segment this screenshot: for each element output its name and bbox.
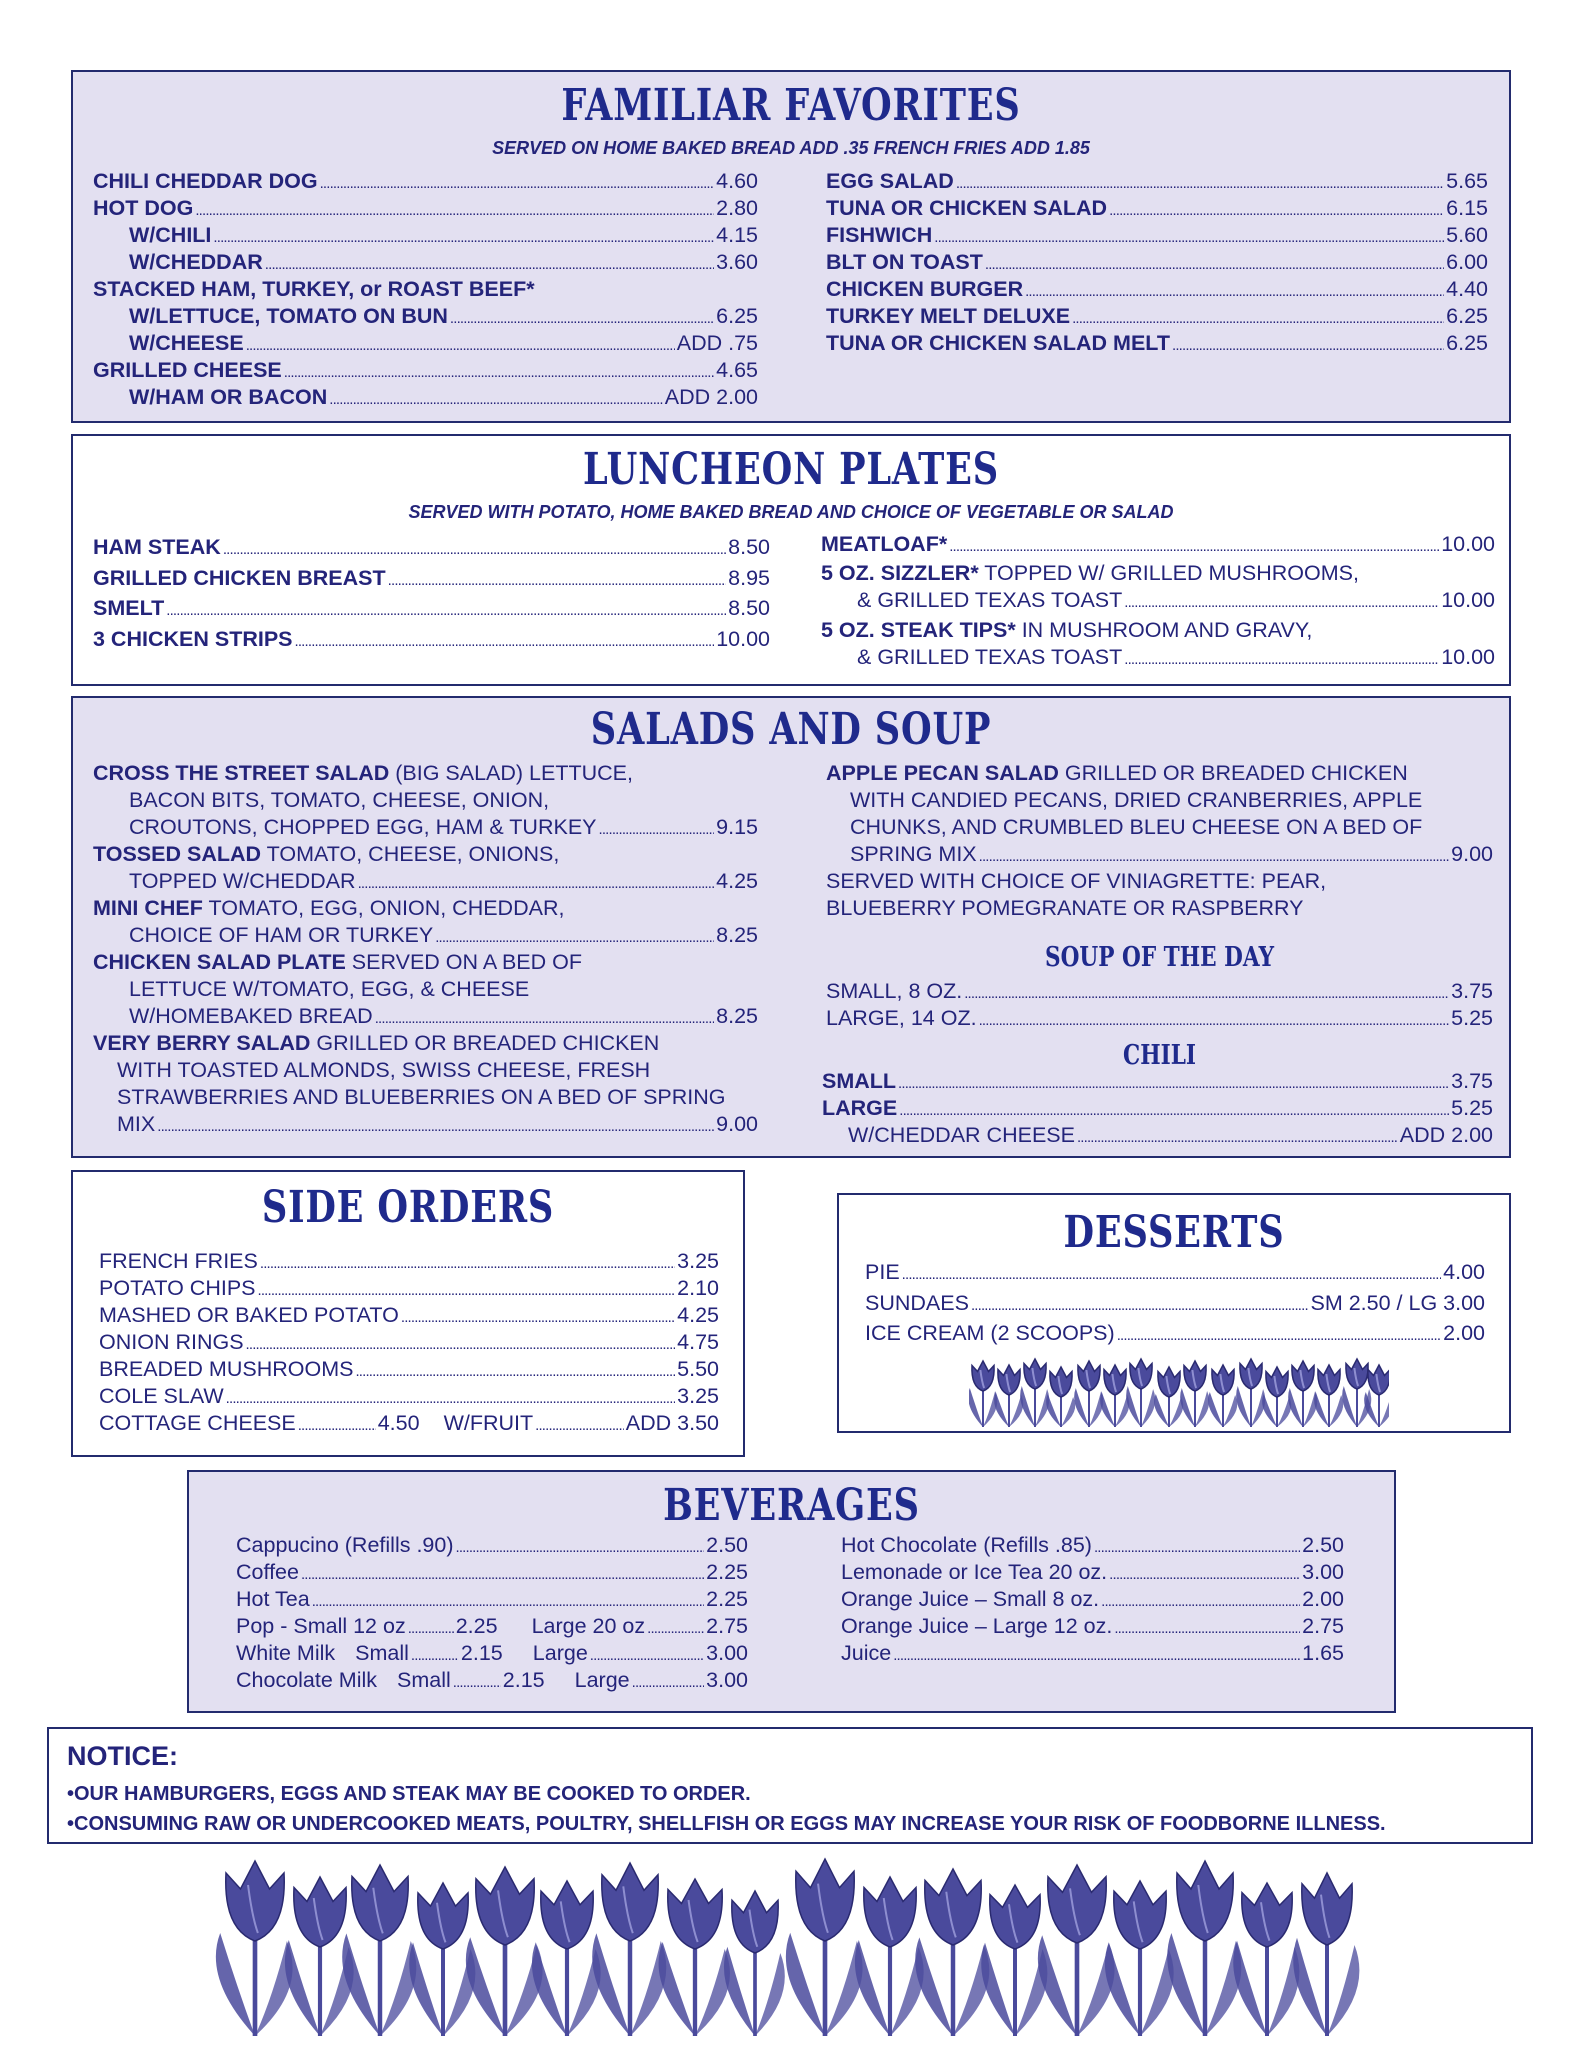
salad-heading: CROSS THE STREET SALAD (BIG SALAD) LETTUCE,	[93, 761, 633, 785]
menu-item: MEATLOAF* . . . 10.00	[821, 529, 1495, 560]
salads-soup-section	[71, 696, 1511, 1158]
menu-item: SPRING MIX . . . 9.00	[826, 841, 1493, 868]
menu-item: TUNA OR CHICKEN SALAD MELT . . . 6.25	[826, 330, 1488, 357]
menu-item: Orange Juice – Small 8 oz. . . . 2.00	[841, 1586, 1344, 1613]
menu-item: SMELT . . . 8.50	[93, 593, 770, 624]
desserts-list	[865, 1257, 1485, 1349]
luncheon-plates-title: LUNCHEON PLATES	[583, 444, 999, 495]
menu-item: EGG SALAD . . . 5.65	[826, 168, 1488, 195]
small-tulips-icon	[969, 1357, 1389, 1429]
menu-item-heading: 5 OZ. STEAK TIPS* IN MUSHROOM AND GRAVY,	[821, 617, 1313, 642]
menu-item: Coffee . . . 2.25	[236, 1559, 748, 1586]
familiar-right-column	[826, 168, 1488, 357]
menu-item: W/CHEESE . . . ADD .75	[93, 330, 758, 357]
menu-item: BLT ON TOAST . . . 6.00	[826, 249, 1488, 276]
beverages-left-column	[236, 1532, 748, 1694]
menu-item: SMALL . . . 3.75	[822, 1068, 1493, 1095]
luncheon-plates-subtitle: SERVED WITH POTATO, HOME BAKED BREAD AND CHOICE OF VEGETABLE OR SALAD	[408, 502, 1174, 522]
side-orders-list	[99, 1248, 719, 1437]
menu-item: W/HOMEBAKED BREAD . . . 8.25	[93, 1003, 758, 1030]
salads-soup-title: SALADS AND SOUP	[590, 704, 992, 755]
salad-heading: TOSSED SALAD TOMATO, CHEESE, ONIONS,	[93, 842, 560, 866]
menu-item: Juice . . . 1.65	[841, 1640, 1344, 1667]
desserts-title: DESSERTS	[1063, 1207, 1285, 1258]
menu-item: GRILLED CHEESE . . . 4.65	[93, 357, 758, 384]
soup-list	[826, 978, 1493, 1032]
menu-item: W/LETTUCE, TOMATO ON BUN . . . 6.25	[93, 303, 758, 330]
menu-item: W/CHEDDAR CHEESE . . . ADD 2.00	[822, 1122, 1493, 1149]
menu-item: TURKEY MELT DELUXE . . . 6.25	[826, 303, 1488, 330]
salad-description: CHUNKS, AND CRUMBLED BLEU CHEESE ON A BED OF	[850, 815, 1423, 839]
menu-item: PIE . . . 4.00	[865, 1257, 1485, 1288]
menu-item: Chocolate Milk Small . . . 2.15 Large . . . 3.00	[236, 1667, 748, 1694]
menu-item-heading: STACKED HAM, TURKEY, or ROAST BEEF*	[93, 277, 535, 301]
beverages-title: BEVERAGES	[663, 1480, 920, 1531]
beverages-right-column	[841, 1532, 1344, 1667]
luncheon-left-column	[93, 532, 770, 654]
salad-heading: MINI CHEF TOMATO, EGG, ONION, CHEDDAR,	[93, 896, 565, 920]
menu-item: 3 CHICKEN STRIPS . . . 10.00	[93, 624, 770, 655]
salad-description: STRAWBERRIES AND BLUEBERRIES ON A BED OF SPRING	[117, 1085, 726, 1109]
desserts-section	[837, 1193, 1511, 1433]
vinaigrette-note: SERVED WITH CHOICE OF VINIAGRETTE: PEAR,	[826, 869, 1327, 893]
notice-line-1: •OUR HAMBURGERS, EGGS AND STEAK MAY BE COOKED TO ORDER.	[67, 1783, 751, 1805]
salad-description: WITH CANDIED PECANS, DRIED CRANBERRIES, APPLE	[850, 788, 1423, 812]
menu-item: CHICKEN BURGER . . . 4.40	[826, 276, 1488, 303]
menu-item: Hot Tea . . . 2.25	[236, 1586, 748, 1613]
salad-description: BACON BITS, TOMATO, CHEESE, ONION,	[129, 788, 550, 812]
menu-item: SMALL, 8 OZ. . . . 3.75	[826, 978, 1493, 1005]
menu-item: ICE CREAM (2 SCOOPS) . . . 2.00	[865, 1318, 1485, 1349]
menu-item: POTATO CHIPS . . . 2.10	[99, 1275, 719, 1302]
salad-heading: APPLE PECAN SALAD GRILLED OR BREADED CHICKEN	[826, 761, 1408, 785]
soup-of-the-day-title: SOUP OF THE DAY	[1045, 942, 1274, 973]
menu-item: COTTAGE CHEESE . . . 4.50 W/FRUIT . . . ADD 3.50	[99, 1410, 719, 1437]
menu-item: HAM STEAK . . . 8.50	[93, 532, 770, 563]
menu-item: TOPPED W/CHEDDAR . . . 4.25	[93, 868, 758, 895]
menu-item: ONION RINGS . . . 4.75	[99, 1329, 719, 1356]
chili-list	[822, 1068, 1493, 1149]
vinaigrette-note: BLUEBERRY POMEGRANATE OR RASPBERRY	[826, 896, 1304, 920]
menu-item: W/CHEDDAR . . . 3.60	[93, 249, 758, 276]
menu-item: HOT DOG . . . 2.80	[93, 195, 758, 222]
salads-right-column	[822, 760, 1493, 1147]
tulip-border-icon	[215, 1855, 1375, 2040]
menu-item: CHOICE OF HAM OR TURKEY . . . 8.25	[93, 922, 758, 949]
luncheon-right-column	[821, 529, 1495, 671]
side-orders-section	[71, 1170, 745, 1457]
menu-item: GRILLED CHICKEN BREAST . . . 8.95	[93, 563, 770, 594]
menu-item: FRENCH FRIES . . . 3.25	[99, 1248, 719, 1275]
salad-description: LETTUCE W/TOMATO, EGG, & CHEESE	[129, 977, 530, 1001]
menu-item: W/CHILI . . . 4.15	[93, 222, 758, 249]
menu-item: Pop - Small 12 oz . . . 2.25 Large 20 oz . . . 2.75	[236, 1613, 748, 1640]
beverages-section	[187, 1470, 1396, 1713]
menu-item: LARGE . . . 5.25	[822, 1095, 1493, 1122]
side-orders-title: SIDE ORDERS	[261, 1182, 555, 1233]
menu-item: COLE SLAW . . . 3.25	[99, 1383, 719, 1410]
menu-item: CROUTONS, CHOPPED EGG, HAM & TURKEY . . . 9.15	[93, 814, 758, 841]
menu-item: CHILI CHEDDAR DOG . . . 4.60	[93, 168, 758, 195]
familiar-favorites-section	[71, 70, 1511, 423]
menu-item: White Milk Small . . . 2.15 Large . . . 3.00	[236, 1640, 748, 1667]
menu-item: TUNA OR CHICKEN SALAD . . . 6.15	[826, 195, 1488, 222]
menu-item: Lemonade or Ice Tea 20 oz. . . . 3.00	[841, 1559, 1344, 1586]
salad-heading: CHICKEN SALAD PLATE SERVED ON A BED OF	[93, 950, 583, 974]
menu-item: LARGE, 14 OZ. . . . 5.25	[826, 1005, 1493, 1032]
salads-left-column	[93, 760, 758, 1138]
menu-item: Cappucino (Refills .90) . . . 2.50	[236, 1532, 748, 1559]
menu-item: MIX . . . 9.00	[93, 1111, 758, 1138]
notice-section	[47, 1727, 1533, 1844]
menu-item: MASHED OR BAKED POTATO . . . 4.25	[99, 1302, 719, 1329]
chili-title: CHILI	[1123, 1040, 1196, 1071]
menu-item: SUNDAES . . . SM 2.50 / LG 3.00	[865, 1288, 1485, 1319]
notice-line-2: •CONSUMING RAW OR UNDERCOOKED MEATS, POULTRY, SHELLFISH OR EGGS MAY INCREASE YOUR RISK OF FOODBORNE ILLNESS.	[67, 1813, 1386, 1835]
menu-item-heading: 5 OZ. SIZZLER* TOPPED W/ GRILLED MUSHROOMS,	[821, 560, 1359, 585]
luncheon-plates-section	[71, 434, 1511, 686]
salad-description: WITH TOASTED ALMONDS, SWISS CHEESE, FRESH	[117, 1058, 651, 1082]
familiar-favorites-subtitle: SERVED ON HOME BAKED BREAD ADD .35 FRENCH FRIES ADD 1.85	[492, 138, 1090, 158]
menu-item: FISHWICH . . . 5.60	[826, 222, 1488, 249]
menu-item: BREADED MUSHROOMS . . . 5.50	[99, 1356, 719, 1383]
menu-item: Hot Chocolate (Refills .85) . . . 2.50	[841, 1532, 1344, 1559]
menu-item: & GRILLED TEXAS TOAST . . . 10.00	[821, 644, 1495, 671]
menu-item: W/HAM OR BACON . . . ADD 2.00	[93, 384, 758, 411]
familiar-favorites-title: FAMILIAR FAVORITES	[561, 80, 1021, 131]
menu-item: Orange Juice – Large 12 oz. . . . 2.75	[841, 1613, 1344, 1640]
menu-item: & GRILLED TEXAS TOAST . . . 10.00	[821, 587, 1495, 614]
salad-heading: VERY BERRY SALAD GRILLED OR BREADED CHICKEN	[93, 1031, 660, 1055]
familiar-left-column	[93, 168, 758, 411]
notice-title: NOTICE:	[67, 1741, 178, 1771]
